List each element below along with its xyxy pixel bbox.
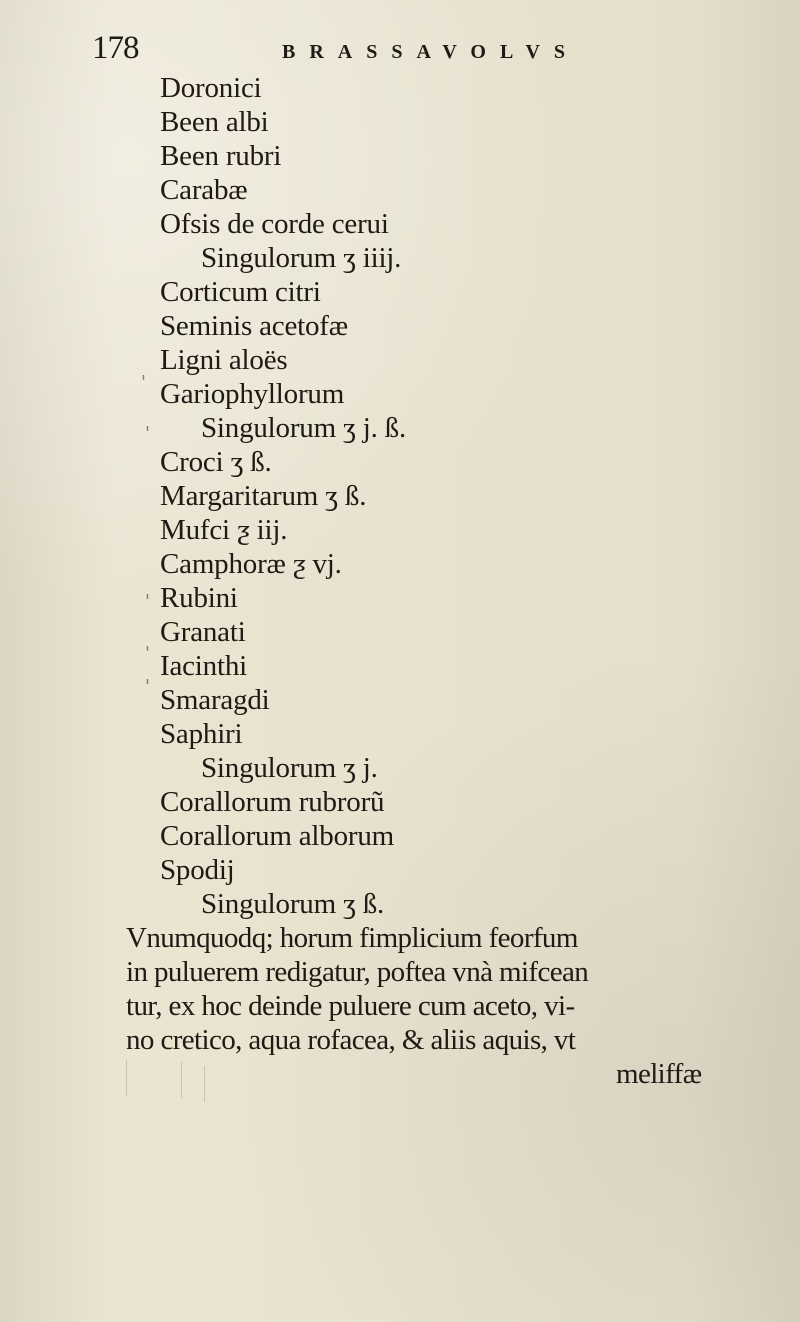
text-line: Spodij <box>160 854 235 886</box>
marginal-mark: ' <box>145 643 150 664</box>
page-number: 178 <box>92 30 139 66</box>
marginal-mark: ' <box>145 423 150 444</box>
text-line: Margaritarum ʒ ß. <box>160 480 367 512</box>
text-line: Been albi <box>160 106 269 138</box>
text-line: Corallorum rubrorũ <box>160 786 385 818</box>
running-head: BRASSAVOLVS <box>282 41 580 63</box>
text-line: Singulorum ʒ iiij. <box>201 242 402 274</box>
text-line: Seminis acetofæ <box>160 310 348 342</box>
text-line: Ligni aloës <box>160 344 288 376</box>
text-line: Saphiri <box>160 718 243 750</box>
text-line: Gariophyllorum <box>160 378 345 410</box>
text-line: Ofsis de corde cerui <box>160 208 389 240</box>
text-line: Rubini <box>160 582 238 614</box>
text-line: Doronici <box>160 72 262 104</box>
marginal-mark: ' <box>145 591 150 612</box>
text-line: Vnumquodq; horum fimplicium feorfum <box>126 922 578 954</box>
catchword: meliffæ <box>616 1058 702 1090</box>
text-line: Carabæ <box>160 174 248 206</box>
text-line: Corallorum alborum <box>160 820 394 852</box>
marginal-mark: ' <box>141 372 146 393</box>
text-line: Been rubri <box>160 140 282 172</box>
text-line: in puluerem redigatur, poftea vnà mifcean <box>126 956 589 988</box>
text-line: Corticum citri <box>160 276 321 308</box>
text-line: no cretico, aqua rofacea, & aliis aquis, vt <box>126 1024 576 1056</box>
text-line: Granati <box>160 616 246 648</box>
bleed-through-mark <box>181 1062 182 1098</box>
text-line: Camphoræ ƺ vj. <box>160 548 342 580</box>
text-line: Singulorum ʒ ß. <box>201 888 385 920</box>
marginal-mark: ' <box>145 676 150 697</box>
bleed-through-mark <box>204 1066 205 1102</box>
text-line: Singulorum ʒ j. ß. <box>201 412 407 444</box>
text-line: Croci ʒ ß. <box>160 446 272 478</box>
text-line: Smaragdi <box>160 684 270 716</box>
bleed-through-mark <box>126 1060 127 1096</box>
text-line: Mufci ƺ iij. <box>160 514 288 546</box>
text-line: tur, ex hoc deinde puluere cum aceto, vi- <box>126 990 575 1022</box>
text-line: Singulorum ʒ j. <box>201 752 378 784</box>
text-line: Iacinthi <box>160 650 247 682</box>
